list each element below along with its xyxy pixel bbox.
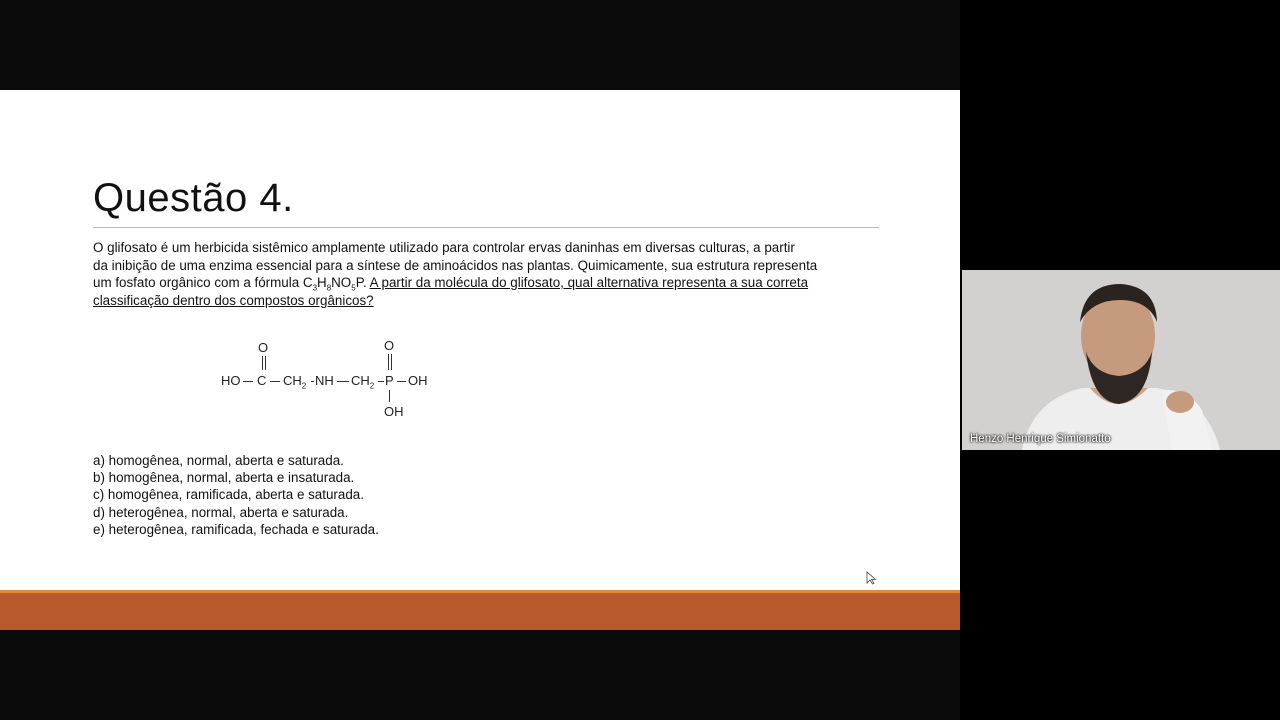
bond-7 <box>389 390 390 402</box>
video-panel <box>960 0 1280 720</box>
question-line-2: da inibição de uma enzima essencial para a síntese de aminoácidos nas plantas. Quimicamente, sua estrutura representa <box>93 257 818 273</box>
slide <box>0 90 960 630</box>
option-e: e) heterogênea, ramificada, fechada e saturada. <box>93 521 379 537</box>
bond-1 <box>243 381 253 382</box>
question-line-1: O glifosato é um herbicida sistêmico amplamente utilizado para controlar ervas daninhas em diversas culturas, a partir <box>93 240 795 255</box>
question-text <box>93 239 883 309</box>
mouse-pointer-icon <box>866 571 878 585</box>
bond-2 <box>270 381 280 382</box>
title-divider <box>93 227 879 228</box>
option-d: d) heterogênea, normal, aberta e saturada. <box>93 504 349 520</box>
question-line-3-prefix: um fosfato orgânico com a fórmula <box>93 275 303 290</box>
molecule-oh-bottom: OH <box>384 404 404 419</box>
bond-5 <box>378 381 384 382</box>
option-c: c) homogênea, ramificada, aberta e saturada. <box>93 487 364 503</box>
bond-6 <box>397 381 406 382</box>
bond-4 <box>337 381 349 382</box>
answer-options <box>93 452 379 538</box>
double-bond-right-a <box>388 354 389 370</box>
molecule-oh-right: OH <box>408 373 428 388</box>
molecule-o-phosphoryl: O <box>384 338 395 353</box>
slide-footer-bar <box>0 590 960 630</box>
molecule-ch2-b: $CH_2$ <box>351 373 375 391</box>
question-prompt-part-1: A partir da molécula do glifosato, qual alternativa representa a sua correta <box>369 275 809 290</box>
participant-video-tile[interactable] <box>962 270 1280 450</box>
question-prompt-part-2: classificação dentro dos compostos orgânicos? <box>93 292 374 308</box>
slide-title: Questão 4. <box>93 176 294 220</box>
double-bond-left-b <box>265 356 266 370</box>
formula: $C_3H_8NO_5P$. <box>302 275 367 293</box>
molecule-nh: NH <box>315 373 334 388</box>
participant-name-label: Henzo Henrique Simionatto <box>970 433 1111 445</box>
double-bond-left-a <box>262 356 263 370</box>
molecule-p: P <box>385 373 394 388</box>
molecule-o-carbonyl: O <box>258 340 269 355</box>
participant-video-feed <box>962 270 1280 450</box>
bond-3 <box>311 381 314 382</box>
molecule-ch2-a: $CH_2$ <box>283 373 307 391</box>
double-bond-right-b <box>391 354 392 370</box>
glyphosate-structure <box>218 336 448 426</box>
molecule-c: C <box>257 373 267 388</box>
molecule-ho: HO <box>221 373 241 388</box>
option-b: b) homogênea, normal, aberta e insaturada. <box>93 470 355 486</box>
option-a: a) homogênea, normal, aberta e saturada. <box>93 453 344 468</box>
